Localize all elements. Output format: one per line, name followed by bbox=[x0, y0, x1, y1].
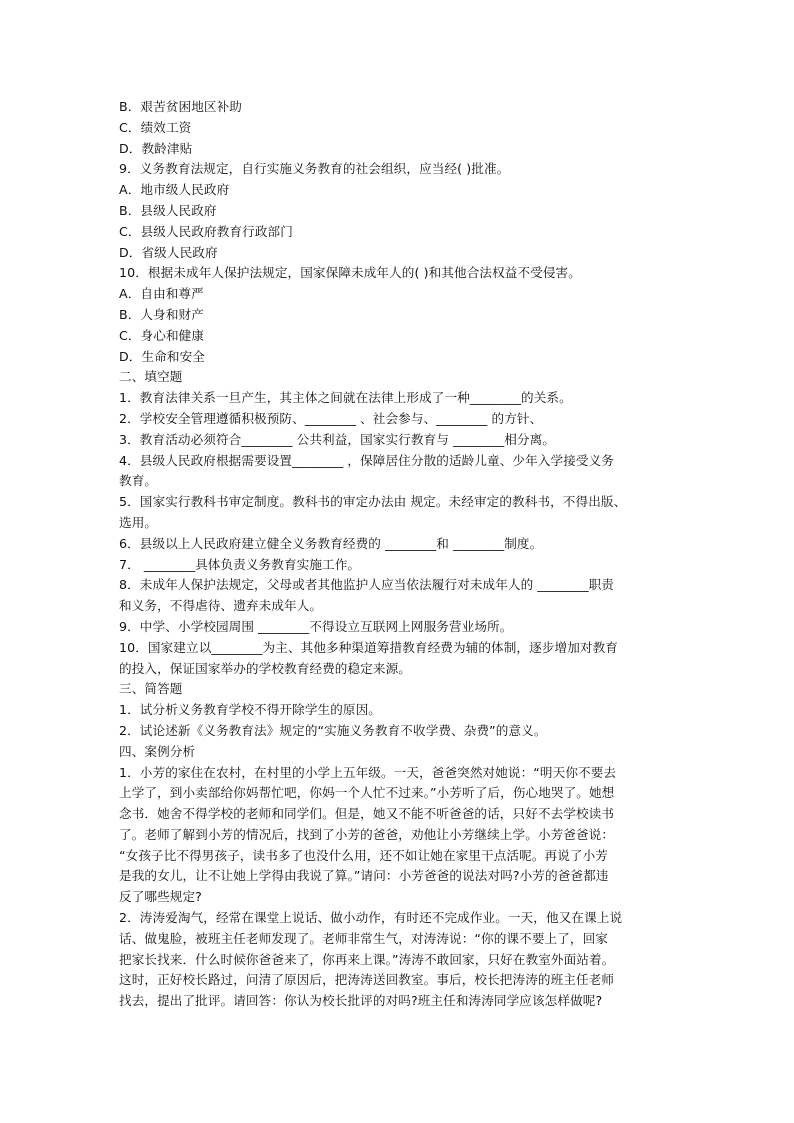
text-line: B．人身和财产 bbox=[119, 306, 204, 322]
text-line: “女孩子比不得男孩子，读书多了也没什么用，还不如让她在家里干点活呢。再说了小芳 bbox=[119, 847, 608, 863]
text-line: B．艰苦贫困地区补助 bbox=[119, 99, 242, 114]
text-line: 的投入，保证国家举办的学校教育经费的稳定来源。 bbox=[119, 660, 411, 676]
text-line: 三、简答题 bbox=[119, 681, 183, 697]
text-line: 教育。 bbox=[119, 473, 158, 489]
text-line: 这时，正好校长路过，问清了原因后，把涛涛送回教室。事后，校长把涛涛的班主任老师 bbox=[119, 972, 615, 988]
text-line: 6．县级以上人民政府建立健全义务教育经费的 ________和 ________制度。 bbox=[119, 535, 543, 551]
text-line: 把家长找来．什么时候你爸爸来了，你再来上课。”涛涛不敢回家，只好在教室外面站着。 bbox=[119, 951, 615, 967]
text-line: 7． ________具体负责义务教育实施工作。 bbox=[119, 556, 361, 572]
text-line: 1．教育法律关系一旦产生，其主体之间就在法律上形成了一种________的关系。 bbox=[119, 390, 572, 406]
text-line: 找去，提出了批评。请回答：你认为校长批评的对吗?班主任和涛涛同学应该怎样做呢? bbox=[119, 993, 603, 1009]
document-body bbox=[119, 97, 679, 1012]
text-line: 4．县级人民政府根据需要设置________ ，保障居住分散的适龄儿童、少年入学接受义务 bbox=[119, 452, 614, 468]
text-line: 10．国家建立以________为主、其他多种渠道筹措教育经费为辅的体制，逐步增加对教育 bbox=[119, 639, 618, 655]
text-line: 二、填空题 bbox=[119, 369, 183, 385]
text-line: 5．国家实行教科书审定制度。教科书的审定办法由 规定。未经审定的教科书，不得出版、 bbox=[119, 494, 627, 510]
text-line: C．绩效工资 bbox=[119, 119, 192, 135]
text-line: 反了哪些规定? bbox=[119, 889, 202, 905]
text-line: A．自由和尊严 bbox=[119, 286, 204, 302]
text-line: A．地市级人民政府 bbox=[119, 182, 230, 198]
text-line: 了。老师了解到小芳的情况后，找到了小芳的爸爸，劝他让小芳继续上学。小芳爸爸说： bbox=[119, 826, 615, 842]
text-line: D．教龄津贴 bbox=[119, 140, 193, 156]
text-line: 话、做鬼脸，被班主任老师发现了。老师非常生气，对涛涛说：“你的课不要上了，回家 bbox=[119, 930, 608, 946]
text-line: 9．中学、小学校园周围 ________不得设立互联网上网服务营业场所。 bbox=[119, 618, 513, 634]
text-line: 和义务，不得虐待、遗弃未成年人。 bbox=[119, 598, 323, 614]
text-line: 9．义务教育法规定，自行实施义务教育的社会组织，应当经( )批准。 bbox=[119, 161, 510, 177]
text-line: 2．涛涛爱淘气，经常在课堂上说话、做小动作，有时还不完成作业。一天，他又在课上说 bbox=[119, 910, 623, 926]
text-line: 是我的女儿，让不让她上学得由我说了算。”请问：小芳爸爸的说法对吗?小芳的爸爸都违 bbox=[119, 868, 609, 884]
text-line: C．身心和健康 bbox=[119, 327, 205, 343]
text-line: 10．根据未成年人保护法规定，国家保障未成年人的( )和其他合法权益不受侵害。 bbox=[119, 265, 581, 281]
text-line: 8．未成年人保护法规定，父母或者其他监护人应当依法履行对未成年人的 ________职责 bbox=[119, 577, 614, 593]
text-line: 1．小芳的家住在农村，在村里的小学上五年级。一天，爸爸突然对她说：“明天你不要去 bbox=[119, 764, 617, 780]
text-line: 2．学校安全管理遵循积极预防、________ 、社会参与、________ 的方针、 bbox=[119, 410, 543, 426]
text-line: C．县级人民政府教育行政部门 bbox=[119, 223, 293, 239]
text-line: 念书．她舍不得学校的老师和同学们。但是，她又不能不听爸爸的话，只好不去学校读书 bbox=[119, 806, 615, 822]
text-line: 选用。 bbox=[119, 514, 158, 530]
text-line: D．省级人民政府 bbox=[119, 244, 218, 260]
text-line: B．县级人民政府 bbox=[119, 202, 217, 218]
text-line: 上学了，到小卖部给你妈帮忙吧，你妈一个人忙不过来。”小芳听了后，伤心地哭了。她想 bbox=[119, 785, 615, 801]
text-line: 3．教育活动必须符合________ 公共利益，国家实行教育与 ________相分离。 bbox=[119, 431, 556, 447]
text-line: D．生命和安全 bbox=[119, 348, 205, 364]
text-line: 四、案例分析 bbox=[119, 743, 196, 759]
text-line: 1．试分析义务教育学校不得开除学生的原因。 bbox=[119, 702, 381, 718]
text-line: 2．试论述新《义务教育法》规定的“实施义务教育不收学费、杂费”的意义。 bbox=[119, 722, 547, 738]
